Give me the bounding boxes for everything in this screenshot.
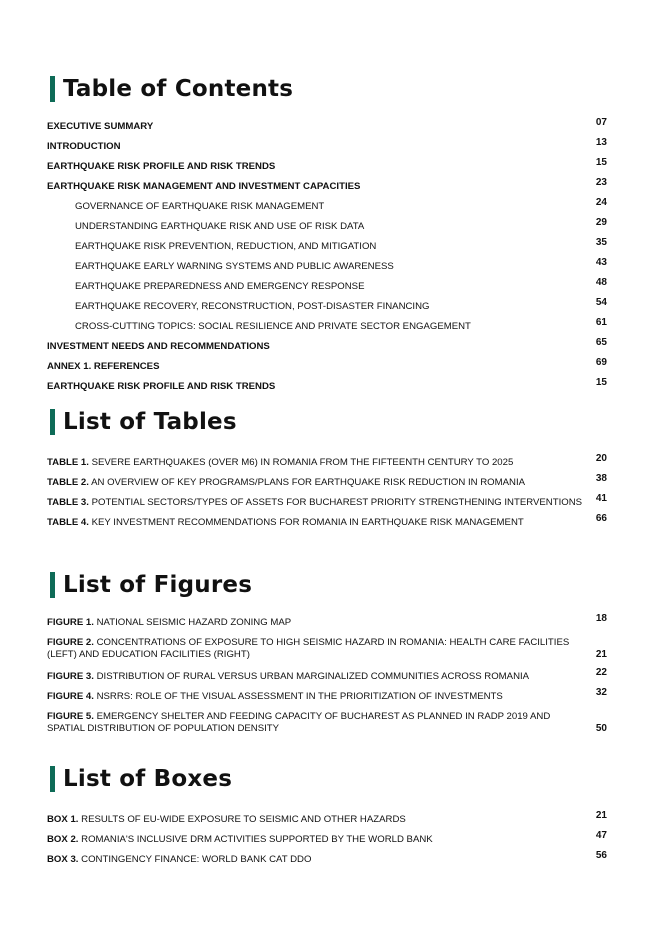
heading-accent-bar	[50, 766, 55, 792]
table-entry[interactable]: TABLE 4. KEY INVESTMENT RECOMMENDATIONS FOR ROMANIA IN EARTHQUAKE RISK MANAGEMENT 66	[47, 513, 607, 528]
figure-entry[interactable]: FIGURE 3. DISTRIBUTION OF RURAL VERSUS URBAN MARGINALIZED COMMUNITIES ACROSS ROMANIA 22	[47, 667, 607, 682]
entry-label: TABLE 3.	[47, 497, 89, 508]
figures-list	[47, 609, 607, 737]
page-number: 07	[595, 117, 607, 128]
page-number: 32	[595, 687, 607, 698]
table-entry[interactable]: TABLE 3. POTENTIAL SECTORS/TYPES OF ASSETS FOR BUCHAREST PRIORITY STRENGTHENING INTERVENTIONS 41	[47, 493, 607, 508]
page-number: 54	[595, 297, 607, 308]
toc-entry[interactable]: INTRODUCTION 13	[47, 137, 607, 152]
figure-entry[interactable]: FIGURE 4. NSRRS: ROLE OF THE VISUAL ASSESSMENT IN THE PRIORITIZATION OF INVESTMENTS 32	[47, 687, 607, 702]
toc-list	[47, 113, 607, 393]
toc-subentry[interactable]: EARTHQUAKE PREPAREDNESS AND EMERGENCY RESPONSE 48	[75, 277, 607, 292]
page-number: 41	[595, 493, 607, 504]
heading-accent-bar	[50, 409, 55, 435]
tables-list	[47, 449, 607, 529]
box-entry[interactable]: BOX 3. CONTINGENCY FINANCE: WORLD BANK CAT DDO 56	[47, 850, 607, 865]
figure-entry[interactable]: FIGURE 1. NATIONAL SEISMIC HAZARD ZONING MAP 18	[47, 613, 607, 628]
entry-label: BOX 2.	[47, 834, 79, 845]
page-number: 20	[595, 453, 607, 464]
box-entry[interactable]: BOX 1. RESULTS OF EU-WIDE EXPOSURE TO SEISMIC AND OTHER HAZARDS 21	[47, 810, 607, 825]
heading-accent-bar	[50, 76, 55, 102]
page-number: 47	[595, 830, 607, 841]
page-number: 69	[595, 357, 607, 368]
page-number: 13	[595, 137, 607, 148]
entry-label: BOX 3.	[47, 854, 79, 865]
toc-entry[interactable]: EARTHQUAKE RISK PROFILE AND RISK TRENDS 15	[47, 377, 607, 392]
page-number: 35	[595, 237, 607, 248]
toc-subentry[interactable]: UNDERSTANDING EARTHQUAKE RISK AND USE OF RISK DATA 29	[75, 217, 607, 232]
toc-subentry[interactable]: EARTHQUAKE EARLY WARNING SYSTEMS AND PUBLIC AWARENESS 43	[75, 257, 607, 272]
toc-subentry[interactable]: CROSS-CUTTING TOPICS: SOCIAL RESILIENCE AND PRIVATE SECTOR ENGAGEMENT 61	[75, 317, 607, 332]
figure-entry[interactable]: FIGURE 2. CONCENTRATIONS OF EXPOSURE TO HIGH SEISMIC HAZARD IN ROMANIA: HEALTH CARE FACILITIES (LEFT) AND EDUCATION FACILITIES (RIGHT) 21	[47, 629, 607, 663]
entry-label: TABLE 1.	[47, 457, 89, 468]
page-number: 22	[595, 667, 607, 678]
boxes-title: List of Boxes	[63, 766, 233, 792]
page-number: 21	[595, 810, 607, 821]
table-entry[interactable]: TABLE 2. AN OVERVIEW OF KEY PROGRAMS/PLANS FOR EARTHQUAKE RISK REDUCTION IN ROMANIA 38	[47, 473, 607, 488]
page-number: 15	[595, 157, 607, 168]
toc-subentry[interactable]: EARTHQUAKE RECOVERY, RECONSTRUCTION, POST-DISASTER FINANCING 54	[75, 297, 607, 312]
entry-label: TABLE 2.	[47, 477, 89, 488]
figures-title: List of Figures	[63, 572, 253, 598]
page-number: 29	[595, 217, 607, 228]
toc-heading	[50, 75, 293, 103]
toc-entry[interactable]: EXECUTIVE SUMMARY 07	[47, 117, 607, 132]
page-number: 48	[595, 277, 607, 288]
page-number: 23	[595, 177, 607, 188]
figures-heading	[50, 571, 252, 599]
tables-heading	[50, 408, 237, 436]
page-number: 38	[595, 473, 607, 484]
entry-label: FIGURE 2.	[47, 637, 94, 648]
entry-label: FIGURE 3.	[47, 671, 94, 682]
entry-label: FIGURE 5.	[47, 711, 94, 722]
entry-label: TABLE 4.	[47, 517, 89, 528]
page-number: 50	[595, 723, 607, 734]
page-number: 24	[595, 197, 607, 208]
page-number: 18	[595, 613, 607, 624]
toc-subentry[interactable]: EARTHQUAKE RISK PREVENTION, REDUCTION, AND MITIGATION 35	[75, 237, 607, 252]
page-number: 66	[595, 513, 607, 524]
toc-title: Table of Contents	[63, 76, 294, 102]
table-entry[interactable]: TABLE 1. SEVERE EARTHQUAKES (OVER M6) IN ROMANIA FROM THE FIFTEENTH CENTURY TO 2025 20	[47, 453, 607, 468]
toc-entry[interactable]: INVESTMENT NEEDS AND RECOMMENDATIONS 65	[47, 337, 607, 352]
boxes-heading	[50, 765, 232, 793]
page-number: 65	[595, 337, 607, 348]
page-number: 43	[595, 257, 607, 268]
entry-label: BOX 1.	[47, 814, 79, 825]
box-entry[interactable]: BOX 2. ROMANIA'S INCLUSIVE DRM ACTIVITIES SUPPORTED BY THE WORLD BANK 47	[47, 830, 607, 845]
toc-entry[interactable]: EARTHQUAKE RISK MANAGEMENT AND INVESTMENT CAPACITIES 23	[47, 177, 607, 192]
toc-entry[interactable]: EARTHQUAKE RISK PROFILE AND RISK TRENDS 15	[47, 157, 607, 172]
toc-entry[interactable]: ANNEX 1. REFERENCES 69	[47, 357, 607, 372]
page-number: 15	[595, 377, 607, 388]
boxes-list	[47, 806, 607, 866]
page-number: 61	[595, 317, 607, 328]
page-number: 21	[595, 649, 607, 660]
heading-accent-bar	[50, 572, 55, 598]
entry-label: FIGURE 4.	[47, 691, 94, 702]
tables-title: List of Tables	[63, 409, 237, 435]
page-number: 56	[595, 850, 607, 861]
toc-subentry[interactable]: GOVERNANCE OF EARTHQUAKE RISK MANAGEMENT 24	[75, 197, 607, 212]
figure-entry[interactable]: FIGURE 5. EMERGENCY SHELTER AND FEEDING CAPACITY OF BUCHAREST AS PLANNED IN RADP 2019 AND SPATIAL DISTRIBUTION OF POPULATION DENSITY 50	[47, 703, 607, 737]
entry-label: FIGURE 1.	[47, 617, 94, 628]
